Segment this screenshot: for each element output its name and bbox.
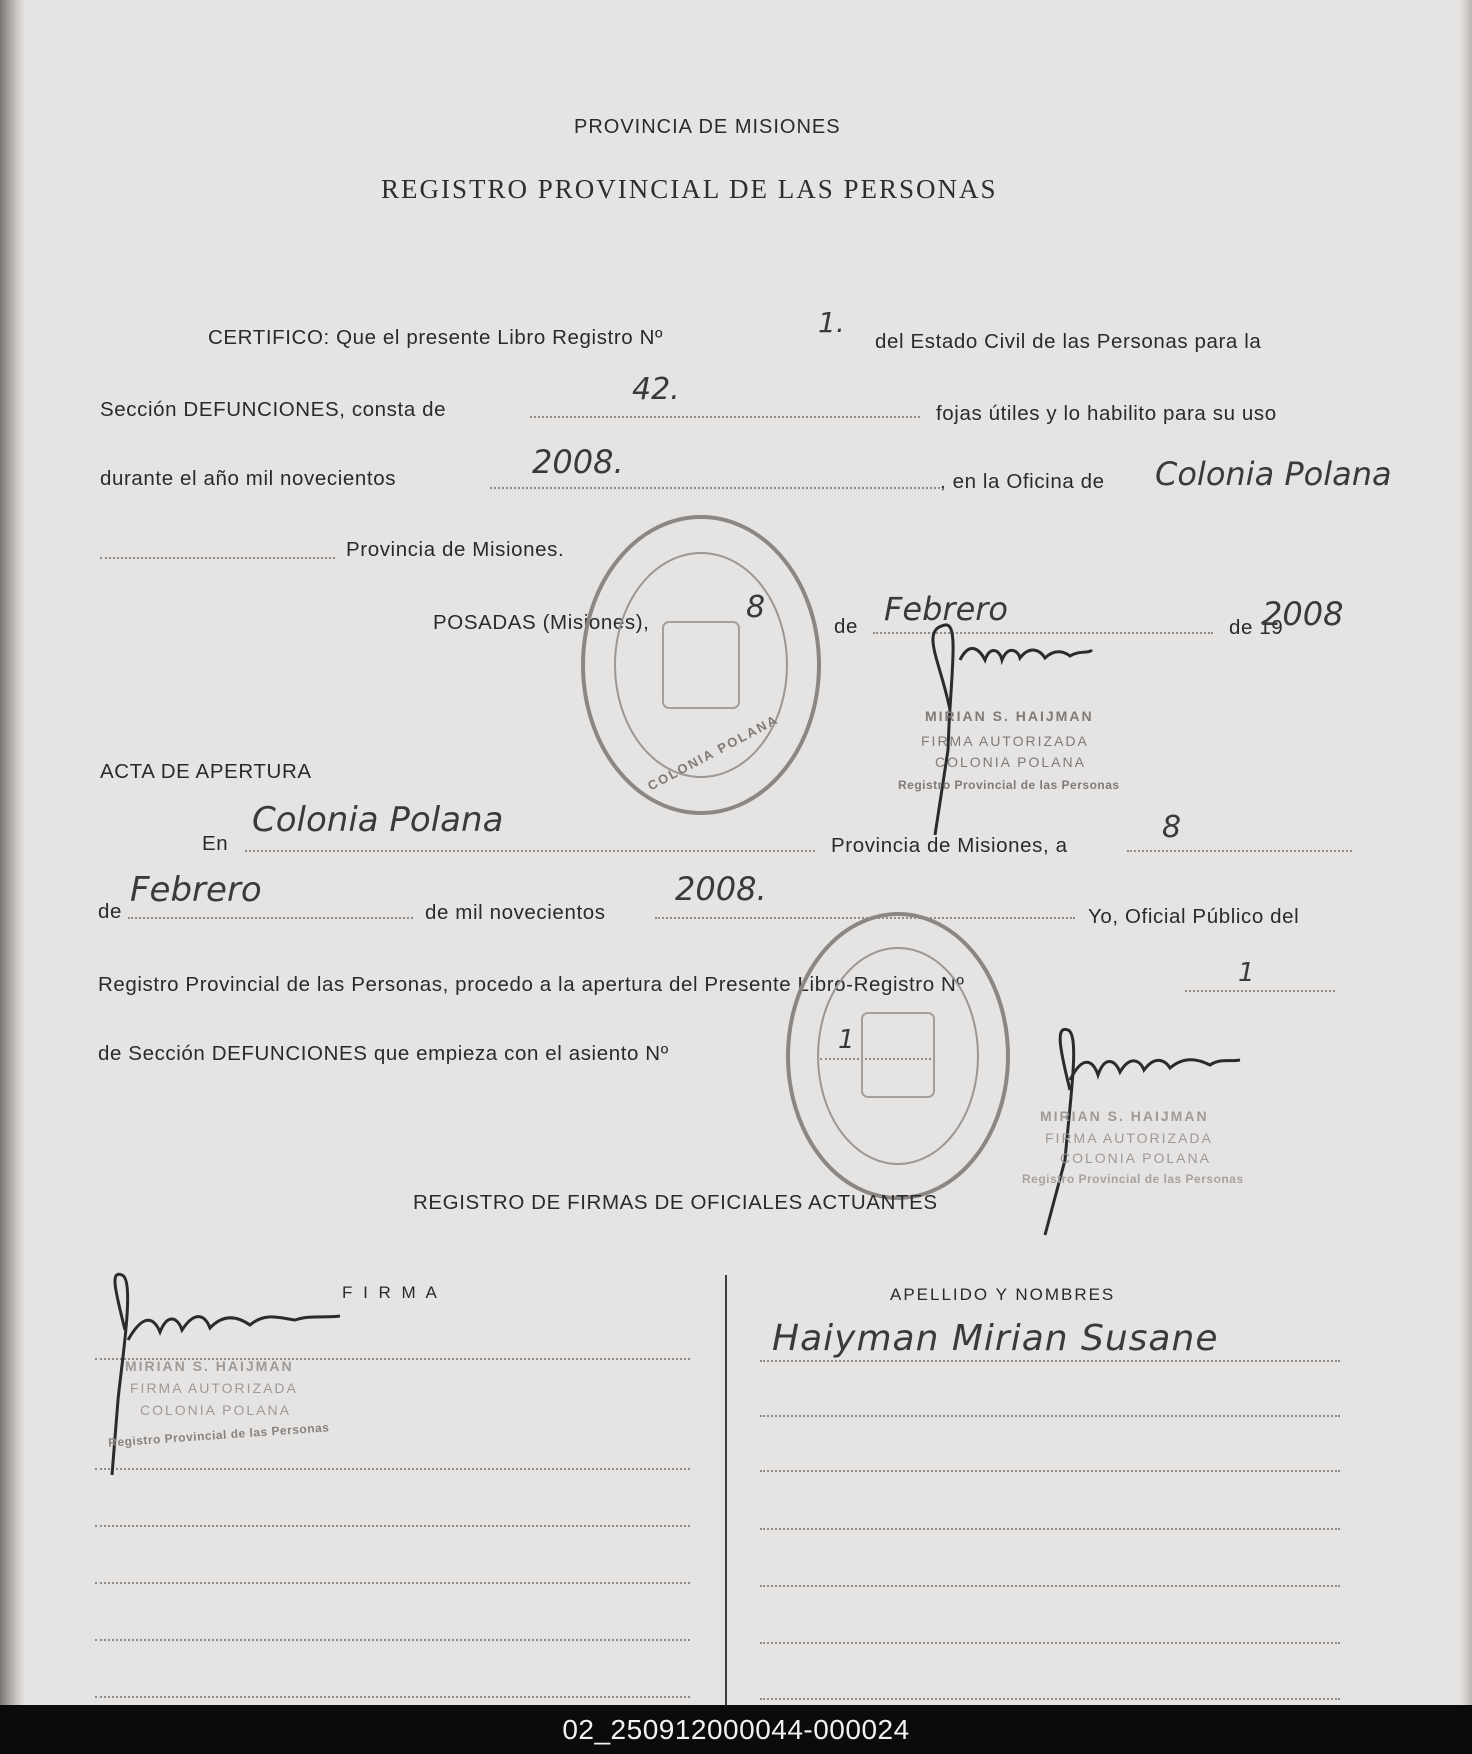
cert-libro-number: 1. <box>818 306 845 339</box>
cert-year-value: 2008. <box>532 443 624 481</box>
place-label: POSADAS (Misiones), <box>433 611 650 634</box>
scan-id-footer: 02_250912000044-000024 <box>0 1705 1472 1754</box>
stamp-1-name: MIRIAN S. HAIJMAN <box>925 708 1094 724</box>
apertura-province-label: Provincia de Misiones, a <box>831 834 1068 857</box>
firma-row-line <box>95 1696 690 1698</box>
nombre-row-line <box>760 1642 1340 1644</box>
stamp-2-office: COLONIA POLANA <box>1060 1150 1211 1166</box>
apertura-libro-value: 1 <box>1238 958 1255 988</box>
stamp-1-office: COLONIA POLANA <box>935 754 1086 770</box>
stamp-2-registry: Registro Provincial de las Personas <box>1022 1172 1244 1186</box>
apertura-title: ACTA DE APERTURA <box>100 760 312 783</box>
apertura-place-dotted-line <box>245 850 815 852</box>
apertura-en-label: En <box>202 832 229 855</box>
apertura-yo-label: Yo, Oficial Público del <box>1088 905 1300 928</box>
apertura-month-dotted-line <box>128 917 413 919</box>
nombre-row-line <box>760 1360 1340 1362</box>
cert-fojas-value: 42. <box>632 372 680 407</box>
firma-row-line <box>95 1639 690 1641</box>
stamp-3-role: FIRMA AUTORIZADA <box>130 1380 298 1396</box>
cert-line2-label: Sección DEFUNCIONES, consta de <box>100 398 447 421</box>
stamp-2-role: FIRMA AUTORIZADA <box>1045 1130 1213 1146</box>
apertura-de-mil-label: de mil novecientos <box>425 901 606 924</box>
province-heading: PROVINCIA DE MISIONES <box>574 116 841 138</box>
cert-line4: Provincia de Misiones. <box>346 538 565 561</box>
nombre-row-line <box>760 1415 1340 1417</box>
year-dotted-line <box>490 487 940 489</box>
stamp-1-registry: Registro Provincial de las Personas <box>898 778 1120 792</box>
nombre-row-line <box>760 1528 1340 1530</box>
firmas-col-firma: F I R M A <box>342 1283 440 1302</box>
official-seal-top <box>578 512 824 818</box>
cert-line3-tail: , en la Oficina de <box>940 470 1105 493</box>
nombre-row-line <box>760 1698 1340 1700</box>
page-right-edge <box>1460 0 1472 1705</box>
signature-3-icon <box>100 1270 380 1480</box>
apertura-day-value: 8 <box>1162 810 1182 845</box>
date-month: Febrero <box>884 590 1008 628</box>
firma-row-line <box>95 1525 690 1527</box>
date-year: 2008 <box>1262 595 1344 633</box>
cert-line2-tail: fojas útiles y lo habilito para su uso <box>936 402 1277 425</box>
seal-top-text: COLONIA POLANA <box>645 711 781 794</box>
cert-office-value: Colonia Polana <box>1155 455 1392 493</box>
firma-name-entry: Haiyman Mirian Susane <box>772 1318 1219 1359</box>
province-dotted-line <box>100 557 335 559</box>
stamp-3-registry: Registro Provincial de las Personas <box>107 1420 330 1450</box>
firma-row-line <box>95 1582 690 1584</box>
stamp-1-role: FIRMA AUTORIZADA <box>921 733 1089 749</box>
fojas-dotted-line <box>530 416 920 418</box>
binding-edge <box>0 0 24 1705</box>
cert-line3-label: durante el año mil novecientos <box>100 467 397 490</box>
apertura-line-c: de Sección DEFUNCIONES que empieza con el asiento Nº <box>98 1042 669 1065</box>
apertura-asiento-value: 1 <box>838 1025 855 1055</box>
apertura-de-label: de <box>98 900 123 923</box>
nombre-row-line <box>760 1585 1340 1587</box>
firmas-column-divider <box>725 1275 727 1705</box>
stamp-3-office: COLONIA POLANA <box>140 1402 291 1418</box>
apertura-year-value: 2008. <box>675 870 767 908</box>
firmas-title: REGISTRO DE FIRMAS DE OFICIALES ACTUANTES <box>413 1191 938 1214</box>
date-de19-label: de 19 <box>1229 616 1284 639</box>
apertura-place-value: Colonia Polana <box>252 800 504 840</box>
apertura-month-value: Febrero <box>130 870 262 910</box>
cert-line1-tail: del Estado Civil de las Personas para la <box>875 330 1262 353</box>
apertura-day-dotted-line <box>1127 850 1352 852</box>
date-de-label: de <box>834 615 859 638</box>
apertura-line-b: Registro Provincial de las Personas, procedo a la apertura del Presente Libro-Registro Nº <box>98 973 965 996</box>
date-day: 8 <box>746 590 766 625</box>
registry-heading: REGISTRO PROVINCIAL DE LAS PERSONAS <box>381 174 998 204</box>
cert-line1-label: CERTIFICO: Que el presente Libro Registro Nº <box>208 326 664 349</box>
apertura-libro-dotted-line <box>1185 990 1335 992</box>
official-seal-bottom <box>782 908 1014 1204</box>
nombre-row-line <box>760 1470 1340 1472</box>
stamp-3-name: MIRIAN S. HAIJMAN <box>125 1358 294 1374</box>
signature-1-icon <box>890 620 1130 840</box>
firmas-col-nombres: APELLIDO Y NOMBRES <box>890 1285 1116 1304</box>
stamp-2-name: MIRIAN S. HAIJMAN <box>1040 1108 1209 1124</box>
